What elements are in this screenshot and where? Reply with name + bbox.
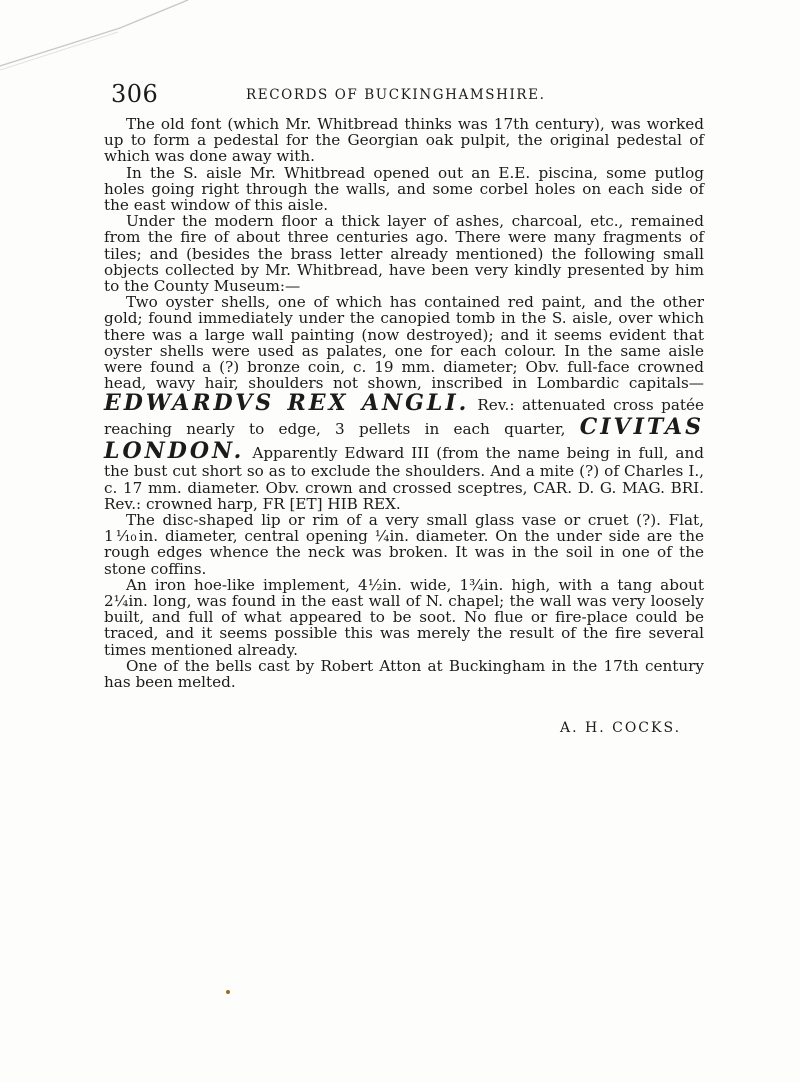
coin-legend-obverse: EDWARDVS REX ANGLI. [104,390,470,417]
page-header [111,80,711,108]
paragraph-oyster-shells-coins [104,294,704,512]
paragraph-reverse-text: Rev.: attenuated cross patée reaching nearly to edge, 3 pellets in each quarter, [104,396,704,439]
paragraph-oyster-text: Two oyster shells, one of which has contained red paint, and the other gold; found immediately under the canopied tomb in the S. aisle, over which there was a large wall painting (now destroyed); and it seems evident that oyster shells were used as palates, one for each colour. In the same aisle were found a (?) bronze coin, c. 19 mm. diameter; Obv. full-face crowned head, wavy hair, shoulders not shown, inscribed in Lombardic capitals— [104,293,704,393]
paragraph-edward-text: Apparently Edward III (from the name being in full, and the bust cut short so as to exclude the shoulders. And a mite (?) of Charles I., c. 17 mm. diameter. Obv. crown and crossed sceptres, CAR. D. G. MAG. BRI. Rev.: crowned harp, FR [ET] HIB REX. [104,444,704,513]
paragraph-glass-vase: The disc-shaped lip or rim of a very small glass vase or cruet (?). Flat, 1⅒in. diameter, central opening ¼in. diameter. On the under side are the rough edges whence the neck was broken. It was in the soil in one of the stone coffins. [104,511,704,578]
paragraph-piscina: In the S. aisle Mr. Whitbread opened out an E.E. piscina, some putlog holes going right through the walls, and some corbel holes on each side of the east window of this aisle. [104,163,704,215]
coin-legend-reverse: CIVITAS LONDON. [104,414,705,465]
author-signature: A. H. COCKS. [560,720,682,736]
paper-speck [226,990,230,994]
paragraph-font: The old font (which Mr. Whitbread thinks was 17th century), was worked up to form a pedestal for the Georgian oak pulpit, the original pedestal of which was done away with. [104,115,704,166]
folded-corner-mark [0,0,200,80]
paragraph-floor-finds: Under the modern floor a thick layer of ashes, charcoal, etc., remained from the fire of about three centuries ago. There were many fragments of tiles; and (besides the brass letter already mentioned) the following small objects collected by Mr. Whitbread, have been very kindly presented by him to the County Museum:— [104,212,704,296]
page-number: 306 [111,80,159,108]
running-title: RECORDS OF BUCKINGHAMSHIRE. [246,87,546,103]
article-body [104,116,704,690]
paragraph-iron-implement: An iron hoe-like implement, 4½in. wide, 1¾in. high, with a tang about 2¼in. long, was found in the east wall of N. chapel; the wall was very loosely built, and full of what appeared to be soot. No flue or fire-place could be traced, and it seems possible this was merely the result of the fire several times mentioned already. [104,575,704,659]
paragraph-bells: One of the bells cast by Robert Atton at Buckingham in the 17th century has been melted. [104,656,704,692]
